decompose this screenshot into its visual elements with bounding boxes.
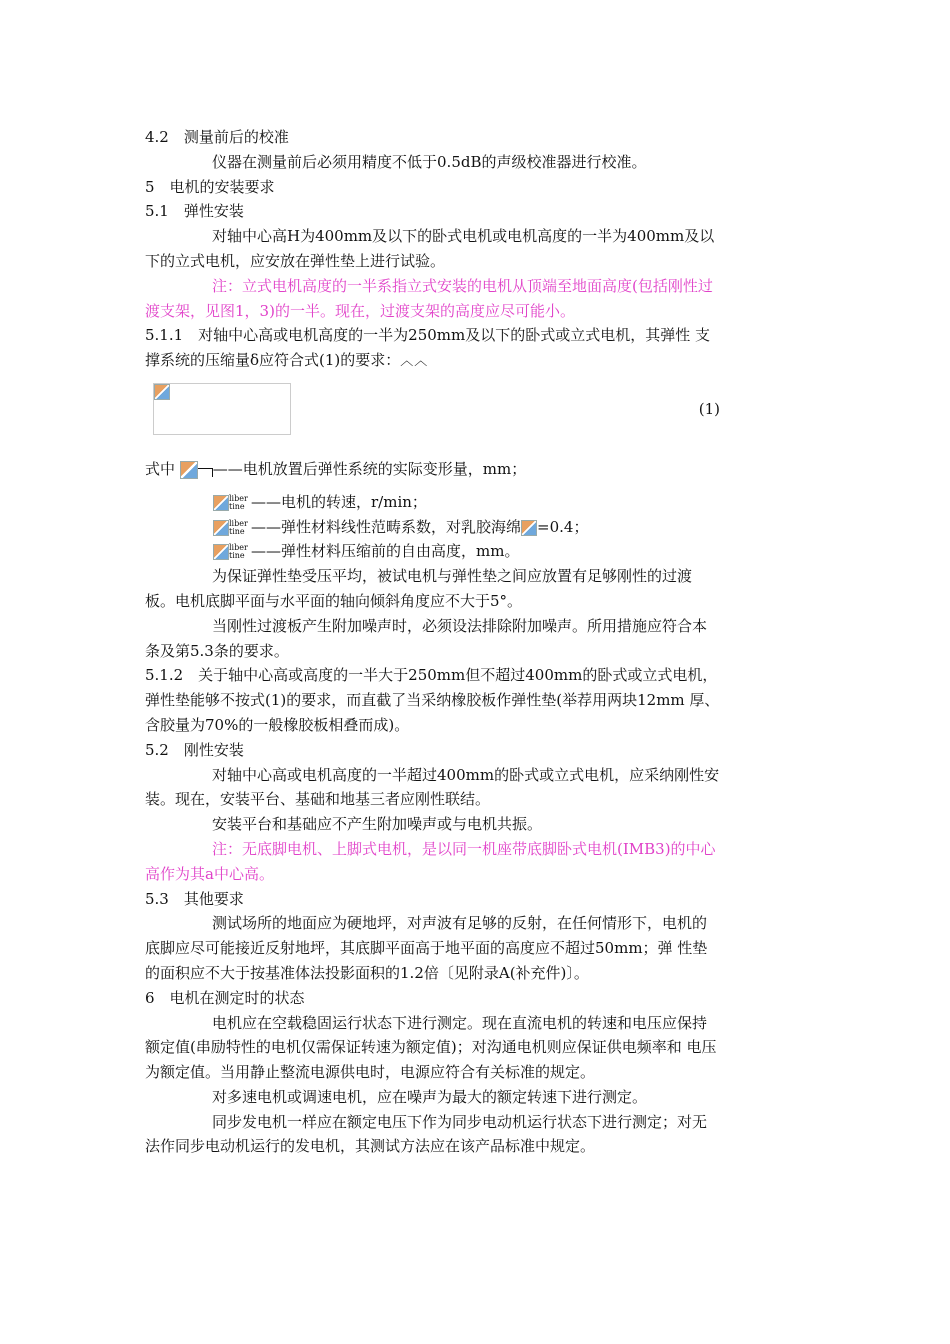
variable-definitions	[145, 490, 720, 564]
section-6-body3: 同步发电机一样应在额定电压下作为同步电动机运行状态下进行测定；对无 法作同步电动机运行的发电机，其测试方法应在该产品标准中规定。	[145, 1112, 708, 1156]
delta-image-icon	[180, 461, 198, 479]
section-5-1-1-body: 5.1.1 对轴中心高或电机高度的一半为250mm及以下的卧式或立式电机，其弹性 支撑系统的压缩量δ应符合式(1)的要求：	[145, 326, 711, 370]
formula-1	[145, 383, 720, 441]
bracket-mark	[198, 468, 213, 477]
formula-number: (1)	[698, 399, 720, 418]
where-delta-line	[145, 457, 720, 482]
formula-image	[153, 383, 291, 435]
k-image-icon	[213, 520, 229, 536]
section-5-2-note: 注：无底脚电机、上脚式电机，是以同一机座带底脚卧式电机(IMB3)的中心 高作为其a中心高。	[145, 839, 716, 883]
section-5-3-heading: 5.3 其他要求	[145, 889, 244, 908]
section-5-2-body2: 安装平台和基础应不产生附加噪声或与电机共振。	[212, 815, 543, 834]
section-5-3-body: 测试场所的地面应为硬地坪，对声波有足够的反射，在任何情形下，电机的 底脚应尽可能接近反射地坪，其底脚平面高于地平面的高度应不超过50mm；弹 性垫的面积应不大于按基准体法投影面积的1.2倍〔见附录A(补充件)〕。	[145, 914, 708, 982]
section-5-1-heading: 5.1 弹性安装	[145, 202, 244, 221]
section-5-1-2: 5.1.2 关于轴中心高或高度的一半大于250mm但不超过400mm的卧式或立式电机，弹性垫能够不按式(1)的要求，而直截了当采纳橡胶板作弹性垫(举荐用两块12mm 厚、含胶量为70%的一般橡胶板相叠而成)。	[145, 666, 720, 734]
def-n-line	[213, 490, 720, 515]
def-n: ——电机的转速，r/min；	[251, 492, 427, 511]
section-4-2-body: 仪器在测量前后必须用精度不低于0.5dB的声级校准器进行校准。	[212, 152, 647, 171]
def-k-line	[213, 515, 720, 540]
document-page	[145, 125, 720, 1159]
where-prefix: 式中	[145, 459, 176, 478]
section-5-1-1-para1: 为保证弹性垫受压平均，被试电机与弹性垫之间应放置有足够刚性的过渡 板。电机底脚平面与水平面的轴向倾斜角度应不大于5°。	[145, 567, 693, 610]
section-5-1-1-para2: 当刚性过渡板产生附加噪声时，必须设法排除附加噪声。所用措施应符合本 条及第5.3条的要求。	[145, 616, 708, 660]
section-6-body1: 电机应在空载稳固运行状态下进行测定。现在直流电机的转速和电压应保持 额定值(串励特性的电机仅需保证转速为额定值)；对沟通电机则应保证供电频率和 电压为额定值。当用静止整流电源供电时，电源应符合有关标准的规定。	[145, 1013, 717, 1082]
sub-label-k: liber tine	[229, 518, 248, 536]
section-6-heading: 6 电机在测定时的状态	[145, 988, 305, 1007]
section-5-1-note: 注：立式电机高度的一半系指立式安装的电机从顶端至地面高度(包括刚性过 渡支架，见图1，3)的一半。现在，过渡支架的高度应尽可能小。	[145, 276, 713, 320]
def-delta: ——电机放置后弹性系统的实际变形量，mm；	[212, 459, 527, 478]
sub-label-n: liber tine	[229, 493, 248, 511]
def-k-post: =0.4；	[537, 517, 589, 536]
def-k-pre: ——弹性材料线性范畴系数，对乳胶海绵	[251, 517, 522, 536]
k-value-image-icon	[521, 520, 537, 536]
section-5-1-body: 对轴中心高H为400mm及以下的卧式电机或电机高度的一半为400mm及以 下的立式电机，应安放在弹性垫上进行试验。	[145, 227, 715, 270]
def-h-line	[213, 539, 720, 564]
h-image-icon	[213, 544, 229, 560]
hat-marks: ︿︿	[400, 354, 429, 370]
broken-image-icon	[154, 384, 170, 400]
section-6-body2: 对多速电机或调速电机，应在噪声为最大的额定转速下进行测定。	[212, 1087, 648, 1106]
section-4-2-heading: 4.2 测量前后的校准	[145, 128, 289, 146]
def-h: ——弹性材料压缩前的自由高度，mm。	[251, 542, 520, 561]
n-image-icon	[213, 495, 229, 511]
section-5-heading: 5 电机的安装要求	[145, 177, 275, 196]
sub-label-h: liber tine	[229, 543, 248, 561]
section-5-1-1-text	[145, 323, 720, 375]
section-5-2-heading: 5.2 刚性安装	[145, 740, 244, 759]
section-5-2-body1: 对轴中心高或电机高度的一半超过400mm的卧式或立式电机，应采纳刚性安 装。现在，安装平台、基础和地基三者应刚性联结。	[145, 765, 720, 809]
